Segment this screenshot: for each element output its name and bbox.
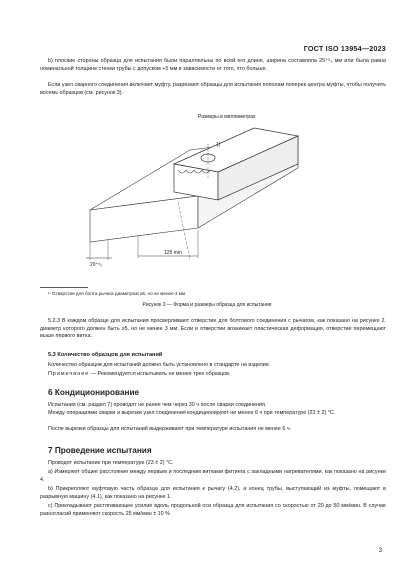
section-7-pa: а) Измеряют общее расстояние между первым и последним витками фитинга с закладными нагревателями, как показано на рисунке 4. [40, 469, 386, 483]
section-7-pb: b) Прикрепляют муфтовую часть образца для испытания к рычагу (4.2), а конец трубы, выступающий из муфты, помещают в разрывную машину (4.1), как показано на рисунке 1. [40, 486, 386, 500]
specimen-drawing [78, 110, 338, 285]
width-dim: 20⁺⁵₀ [90, 262, 103, 268]
section-5-2-3: 5.2.3 В каждом образце для испытания просверливают отверстие для болтового соединения с рычагом, как показано на рисунке 2, диаметр которого должен быть ≥5, но не менее 3 мм. Если в отверстии возникает пластическая деформация, отверстие перемещают выше первого витка. [40, 318, 386, 340]
section-7-pc: c) Прикладывают растягивающее усилие вдоль продольной оси образца для испытания со скоростью от 20 до 50 мм/мин. В случае разногласий применяют скорость 25 мм/мин ± 10 % [40, 503, 386, 517]
section-6-p3: После вырезки образцы для испытаний выдерживают при температуре испытания не менее 6 ч. [48, 426, 292, 432]
figure-footnote: ¹⁾ Отверстие для болта рычага диаметром ≥5, но не менее 3 мм. [48, 291, 187, 296]
section-6-p1: Испытания (см. раздел 7) проводят не ранее чем через 30 ч после сварки соединения. [48, 402, 267, 408]
note-label: Примечание [48, 371, 90, 377]
note-text: — Рекомендуется испытывать не менее трех образцов. [89, 371, 231, 377]
paragraph-coupling: Если узел сварного соединения включает муфту, разрезают образцы для испытания пополам поперек центра муфты, чтобы получить восемь образцов (см. рисунок 3). [40, 82, 386, 96]
page-number: 3 [378, 548, 382, 554]
standard-header: ГОСТ ISO 13954—2023 [303, 44, 386, 53]
footnote-rule [40, 287, 88, 288]
section-7-p0: Проводят испытание при температуре (23 ± 2) °С. [48, 460, 174, 466]
dims-label: Размеры в миллиметрах [198, 114, 256, 120]
section-5-3-heading: 5.3 Количество образцов для испытаний [48, 352, 163, 358]
section-7-heading: 7 Проведение испытания [48, 446, 152, 455]
section-6-heading: 6 Кондиционирование [48, 388, 140, 397]
footnote-mark: 1) [216, 142, 221, 148]
section-5-3-note [40, 371, 386, 379]
section-5-3-text: Количество образцов для испытаний должно быть установлено в стандарте на изделие. [48, 362, 271, 368]
length-dim: 125 min [164, 250, 182, 256]
figure-3 [78, 110, 338, 285]
section-6-p2: Между операциями сварки и вырезки узел соединения кондиционируют не менее 6 ч при температуре (23 ± 2) °С. [48, 410, 336, 416]
figure-caption: Рисунок 3 — Форма и размеры образца для испытания [142, 302, 272, 308]
paragraph-b: b) плоские стороны образца для испытания были параллельны по всей его длине, ширина составляла 25⁺⁵₀ мм или была равна номинальной толщине стенки трубы с допуском +5 мм в зависимости от того, что больше. [40, 58, 386, 72]
